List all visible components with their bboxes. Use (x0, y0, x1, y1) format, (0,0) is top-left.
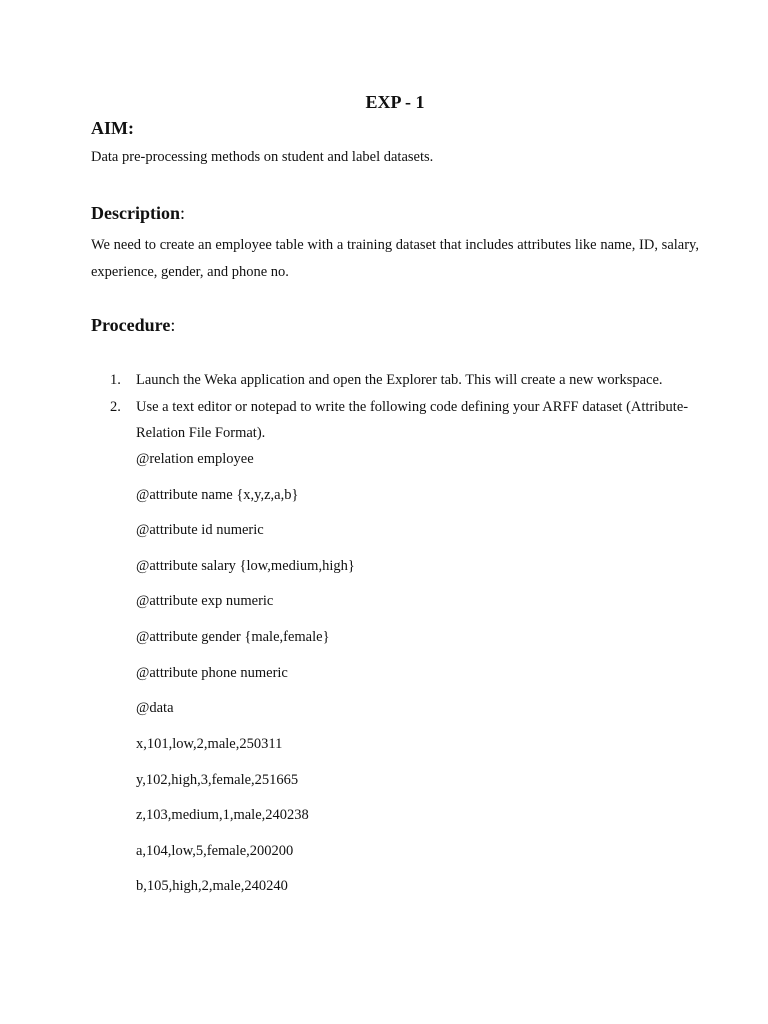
code-line: @attribute id numeric (136, 522, 264, 538)
code-line: a,104,low,5,female,200200 (136, 843, 294, 859)
description-text: We need to create an employee table with a training dataset that includes attributes like name, ID, salary, experience, gender, and phone no. (91, 237, 699, 280)
procedure-step (110, 367, 710, 393)
procedure-heading-colon: : (170, 315, 176, 335)
step-text: Launch the Weka application and open the Explorer tab. This will create a new workspace. (136, 372, 663, 388)
code-line: x,101,low,2,male,250311 (136, 736, 283, 752)
aim-heading: AIM: (91, 118, 134, 138)
step-text: Use a text editor or notepad to write the following code defining your ARFF dataset (Attribute-Relation File Format). (136, 399, 689, 441)
code-line: @attribute name {x,y,z,a,b} (136, 487, 299, 503)
code-line: y,102,high,3,female,251665 (136, 772, 299, 788)
procedure-heading (91, 315, 175, 336)
document-title: EXP - 1 (365, 92, 425, 112)
code-line: @attribute exp numeric (136, 593, 274, 609)
code-line: b,105,high,2,male,240240 (136, 878, 288, 894)
code-line: @attribute phone numeric (136, 665, 288, 681)
step-number: 1. (110, 372, 121, 388)
procedure-heading-label: Procedure (91, 315, 171, 335)
step-number: 2. (110, 399, 121, 415)
code-line: z,103,medium,1,male,240238 (136, 807, 309, 823)
code-line: @attribute gender {male,female} (136, 629, 330, 645)
code-line: @relation employee (136, 451, 254, 467)
code-line: @attribute salary {low,medium,high} (136, 558, 355, 574)
description-heading-label: Description (91, 203, 180, 223)
aim-text: Data pre-processing methods on student and label datasets. (91, 149, 434, 165)
description-heading (91, 203, 185, 224)
code-line: @data (136, 700, 174, 716)
description-heading-colon: : (180, 203, 186, 223)
procedure-step (110, 394, 710, 446)
